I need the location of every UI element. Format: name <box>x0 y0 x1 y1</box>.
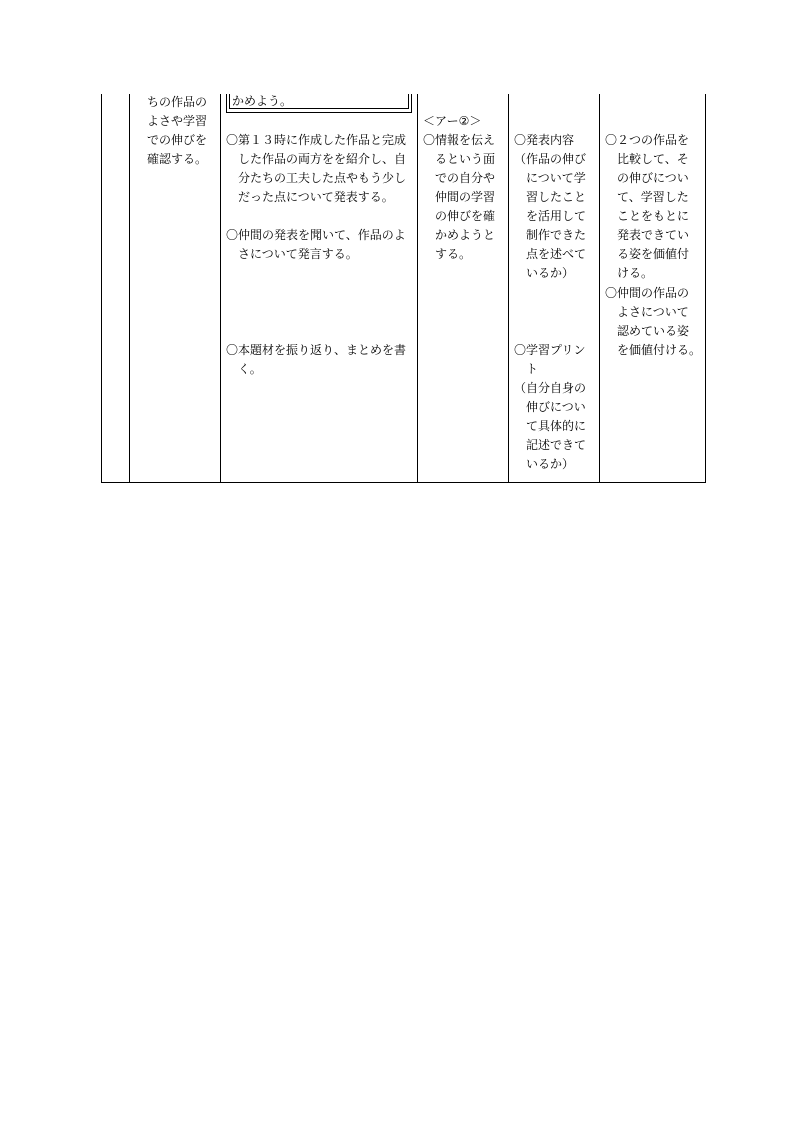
method-line: いるか） <box>514 266 575 280</box>
table-divider-2 <box>220 94 221 483</box>
table-divider-5 <box>599 94 600 483</box>
method-line: いるか） <box>514 457 575 471</box>
support-line: 〇２つの作品を <box>605 133 690 147</box>
activity-line: 〇第１３時に作成した作品と完成 <box>226 133 407 147</box>
aim-line: 確認する。 <box>147 152 208 166</box>
method-line: を活用して <box>514 209 587 223</box>
table-border-left <box>101 94 102 483</box>
method-line: 習したこと <box>514 190 587 204</box>
support-line: 比較して、そ <box>605 152 689 166</box>
criterion-line: 〇情報を伝え <box>423 133 496 147</box>
activity-line: 〇本題材を振り返り、まとめを書 <box>226 343 407 357</box>
activity-line: く。 <box>226 362 262 376</box>
method-line: て具体的に <box>514 419 587 433</box>
method-line: ト <box>514 362 539 376</box>
method-line: 〇学習プリン <box>514 343 586 357</box>
aim-line: ちの作品の <box>147 95 208 109</box>
table-border-right <box>705 94 706 483</box>
table-divider-1 <box>129 94 130 483</box>
method-line: （作品の伸び <box>514 152 587 166</box>
method-line: について学 <box>514 171 586 185</box>
table-divider-3 <box>417 94 418 483</box>
activity-line: 〇仲間の発表を聞いて、作品のよ <box>226 228 406 242</box>
criterion-line: する。 <box>423 247 472 261</box>
activity-line: した作品の両方をを紹介し、自 <box>226 152 407 166</box>
criterion-line: の伸びを確 <box>423 209 496 223</box>
support-line: ことをもとに <box>605 209 690 223</box>
method-line: 記述できて <box>514 438 587 452</box>
method-line: 点を述べて <box>514 247 587 261</box>
criterion-line: るという面 <box>423 152 496 166</box>
criterion-line: かめようと <box>423 228 496 242</box>
support-line: て、学習した <box>605 190 689 204</box>
criterion-line: 仲間の学習 <box>423 190 496 204</box>
method-line: （自分自身の <box>514 381 587 395</box>
criterion-label: ＜アー②＞ <box>423 114 482 128</box>
method-line: 制作できた <box>514 228 587 242</box>
support-line: を価値付ける。 <box>605 343 702 357</box>
support-line: 認めている姿 <box>605 324 690 338</box>
activity-line: 分たちの工夫した点やもう少し <box>226 171 407 185</box>
activity-line: さについて発言する。 <box>226 247 358 261</box>
support-line: 発表できてい <box>605 228 690 242</box>
table-border-bottom <box>101 482 706 483</box>
support-line: 〇仲間の作品の <box>605 286 690 300</box>
table-divider-4 <box>508 94 509 483</box>
framed-box-text: かめよう。 <box>232 94 293 108</box>
criterion-line: での自分や <box>423 171 496 185</box>
method-line: 〇発表内容 <box>514 133 575 147</box>
support-line: よさについて <box>605 305 689 319</box>
support-line: る姿を価値付 <box>605 247 690 261</box>
support-line: の伸びについ <box>605 171 689 185</box>
method-line: 伸びについ <box>514 400 586 414</box>
aim-line: での伸びを <box>147 133 208 147</box>
aim-line: よさや学習 <box>147 114 208 128</box>
support-line: ける。 <box>605 266 654 280</box>
activity-line: だった点について発表する。 <box>226 190 394 204</box>
